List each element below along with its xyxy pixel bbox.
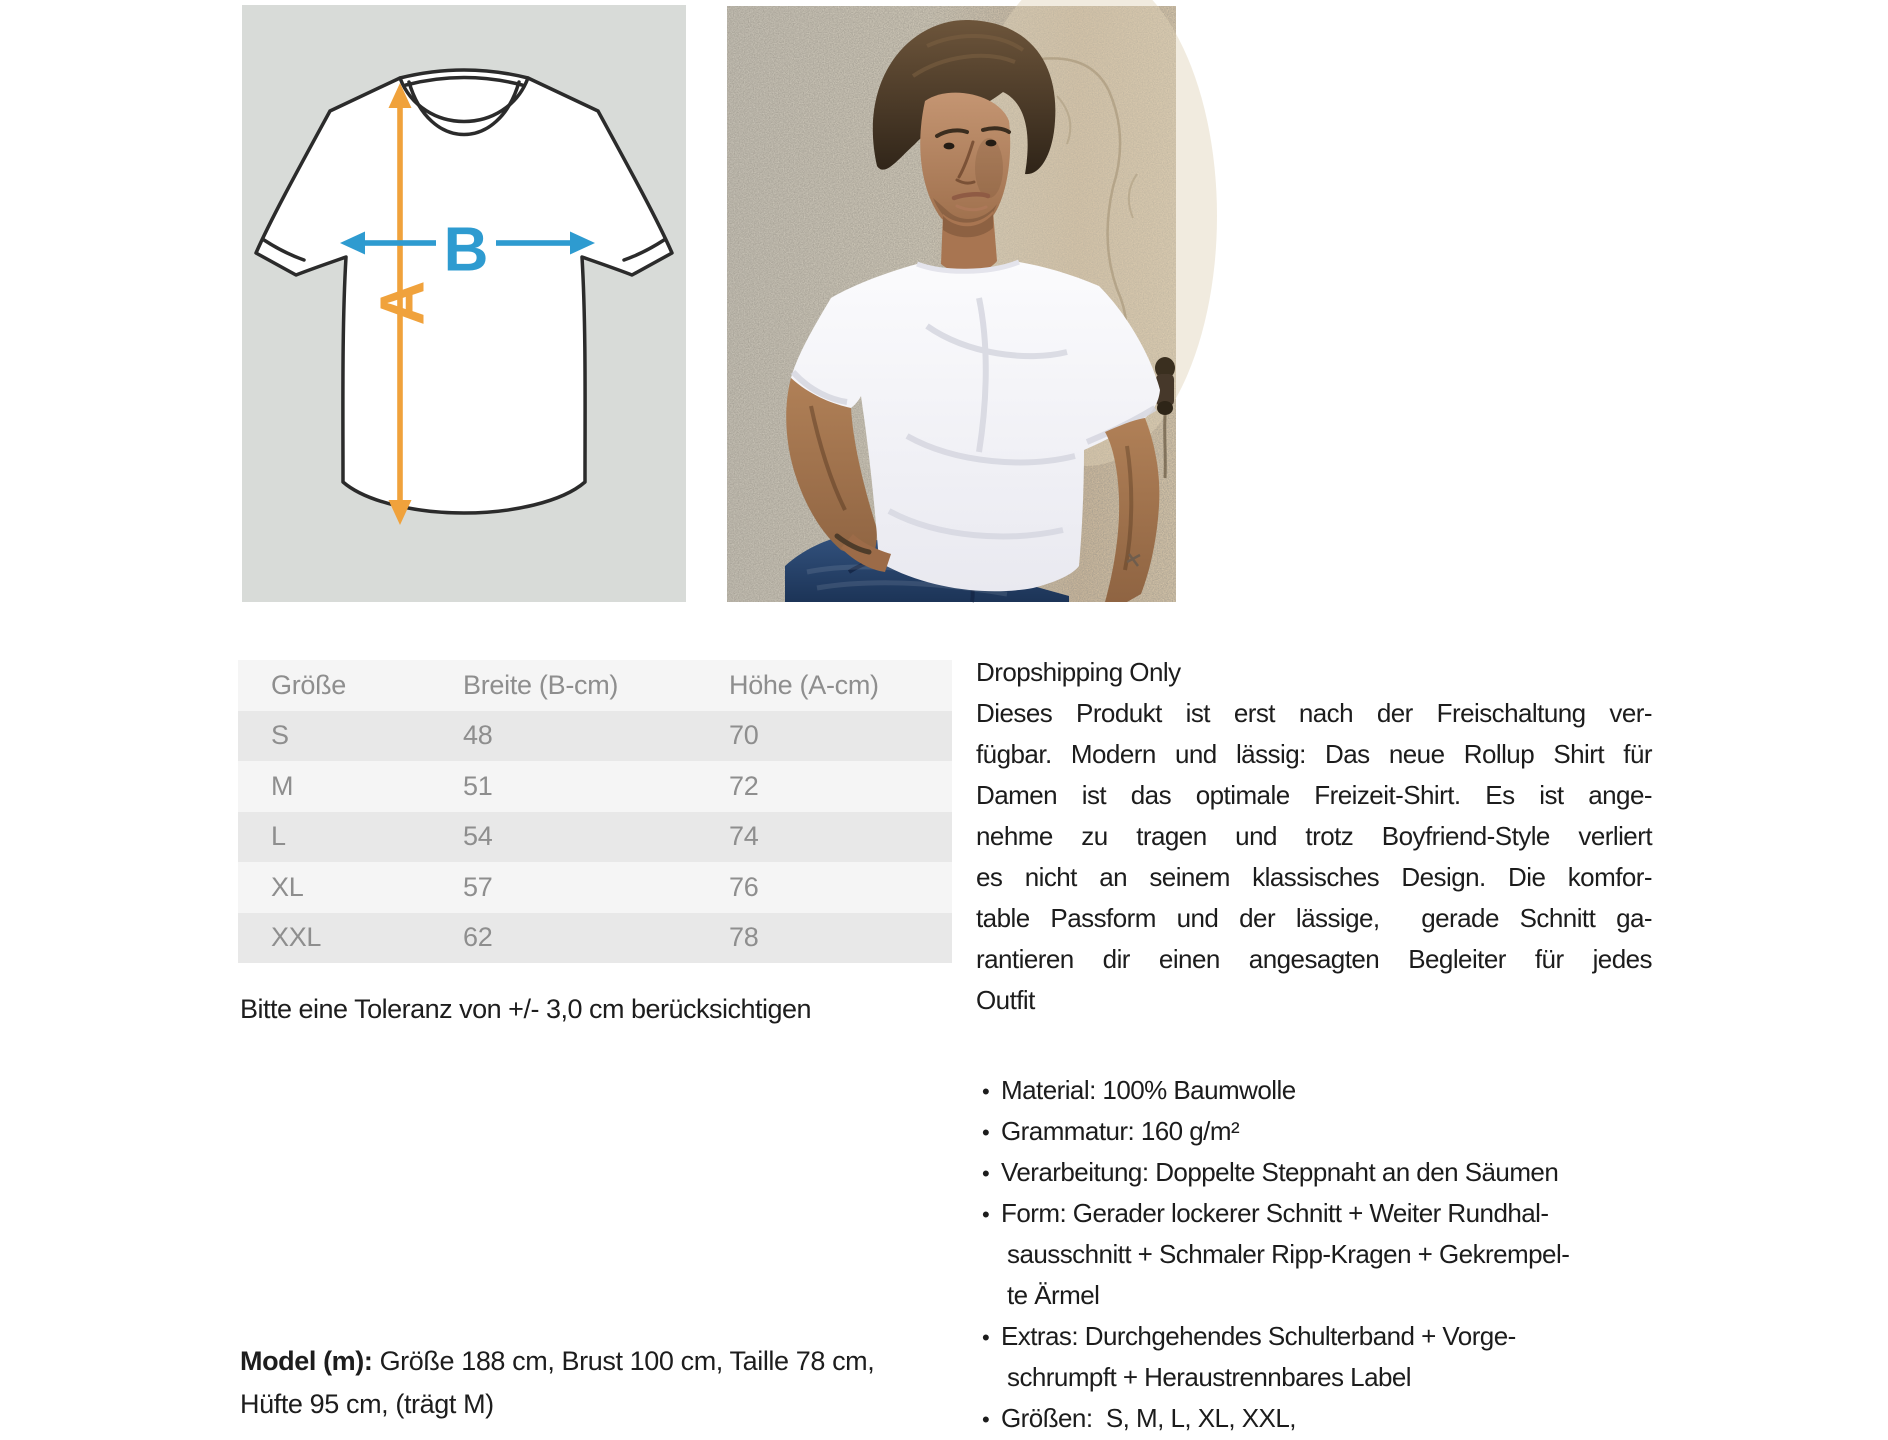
description-line: nehme zu tragen und trotz Boyfriend-Style verliert <box>976 821 1652 851</box>
size-row-m <box>238 761 952 812</box>
bullet-icon: • <box>982 1202 990 1227</box>
size-cell: 51 <box>463 770 493 801</box>
col-header-size: Größe <box>271 669 347 700</box>
description-line: fügbar. Modern und lässig: Das neue Rollup Shirt für <box>976 739 1652 769</box>
description-heading: Dropshipping Only <box>976 657 1181 687</box>
description-line: Dieses Produkt ist erst nach der Freischaltung ver- <box>976 698 1652 728</box>
col-header-width: Breite (B-cm) <box>463 669 619 700</box>
size-cell: S <box>271 720 289 751</box>
size-cell: 78 <box>729 922 759 953</box>
size-cell: L <box>271 821 286 852</box>
spec-line-material <box>976 1070 1652 1111</box>
spec-line-form <box>976 1193 1652 1234</box>
description-line: rantieren dir einen angesagten Begleiter für jedes <box>976 944 1652 974</box>
product-photo <box>727 6 1176 602</box>
size-cell: 74 <box>729 821 759 852</box>
bullet-icon: • <box>982 1120 990 1145</box>
spec-line-form-cont <box>976 1234 1652 1275</box>
size-table <box>238 660 952 963</box>
spec-text: sausschnitt + Schmaler Ripp-Kragen + Gekrempel- <box>1007 1239 1570 1269</box>
measure-label-b: B <box>443 215 489 285</box>
spec-text: Verarbeitung: Doppelte Steppnaht an den Säumen <box>1001 1157 1559 1187</box>
spec-line-extras <box>976 1316 1652 1357</box>
description-line: es nicht an seinem klassisches Design. Die komfor- <box>976 862 1652 892</box>
size-cell: 48 <box>463 720 493 751</box>
size-diagram-panel <box>242 5 686 602</box>
spec-text: Form: Gerader lockerer Schnitt + Weiter Rundhal- <box>1001 1198 1549 1228</box>
description-line: table Passform und der lässige, gerade Schnitt ga- <box>976 903 1652 933</box>
tshirt-outline <box>256 70 672 513</box>
spec-line-grammatur <box>976 1111 1652 1152</box>
size-cell: 72 <box>729 770 759 801</box>
size-diagram <box>242 5 686 602</box>
spec-text: Extras: Durchgehendes Schulterband + Vorge- <box>1001 1321 1516 1351</box>
bullet-icon: • <box>982 1161 990 1186</box>
size-row-xxl <box>238 913 952 964</box>
measure-label-a: A <box>368 280 438 326</box>
bullet-icon: • <box>982 1325 990 1350</box>
model-info-label: Model (m): <box>240 1346 373 1376</box>
model-info <box>240 1340 874 1426</box>
model-info-line2: Hüfte 95 cm, (trägt M) <box>240 1389 494 1419</box>
size-row-s <box>238 711 952 762</box>
size-cell: XXL <box>271 922 322 953</box>
spec-text: schrumpft + Heraustrennbares Label <box>1007 1362 1412 1392</box>
size-row-l <box>238 812 952 863</box>
spec-line-extras-cont <box>976 1357 1652 1398</box>
size-cell: 54 <box>463 821 493 852</box>
size-cell: 76 <box>729 871 759 902</box>
size-table-header-row <box>238 660 952 711</box>
size-cell: 62 <box>463 922 493 953</box>
spec-line-verarbeitung <box>976 1152 1652 1193</box>
col-header-height: Höhe (A-cm) <box>729 669 879 700</box>
size-cell: XL <box>271 871 304 902</box>
tolerance-note: Bitte eine Toleranz von +/- 3,0 cm berücksichtigen <box>240 994 812 1024</box>
spec-line-groessen <box>976 1398 1652 1439</box>
spec-text: te Ärmel <box>1007 1280 1100 1310</box>
size-cell: 57 <box>463 871 493 902</box>
spec-text: Grammatur: 160 g/m² <box>1001 1116 1240 1146</box>
bullet-icon: • <box>982 1079 990 1104</box>
spec-line-form-cont <box>976 1275 1652 1316</box>
size-cell: 70 <box>729 720 759 751</box>
spec-text: Material: 100% Baumwolle <box>1001 1075 1296 1105</box>
model-info-measurements: Größe 188 cm, Brust 100 cm, Taille 78 cm, <box>372 1346 875 1376</box>
size-cell: M <box>271 770 294 801</box>
model-info-line1 <box>240 1340 874 1383</box>
spacer <box>976 1021 1652 1070</box>
product-description <box>976 652 1652 1439</box>
spec-text: Größen: S, M, L, XL, XXL, <box>1001 1403 1296 1433</box>
description-line: Damen ist das optimale Freizeit-Shirt. Es ist ange- <box>976 780 1652 810</box>
size-row-xl <box>238 862 952 913</box>
bullet-icon: • <box>982 1407 990 1432</box>
product-photo-illustration <box>727 6 1176 602</box>
description-line: Outfit <box>976 985 1035 1015</box>
